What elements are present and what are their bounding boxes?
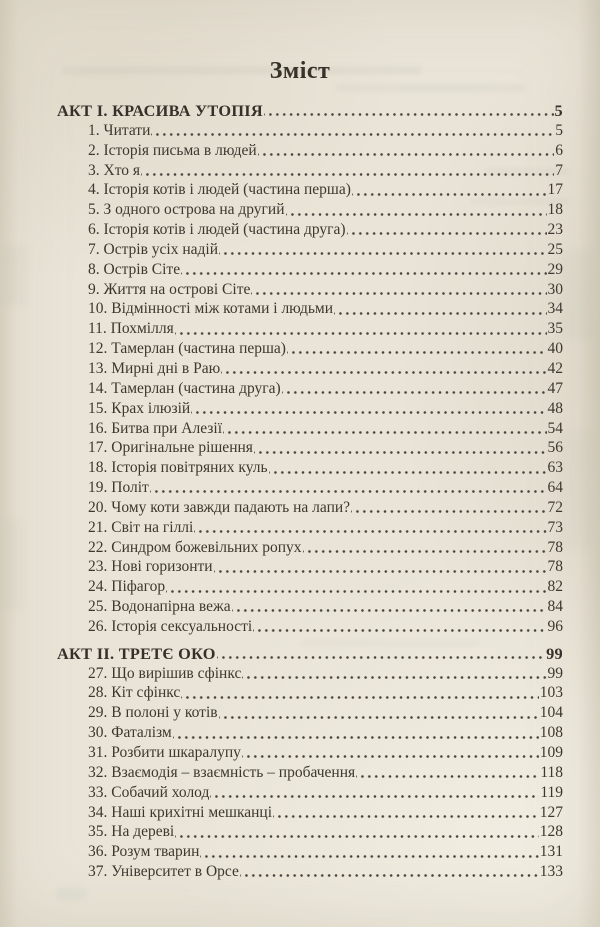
toc-entry-page: 84 <box>547 598 563 616</box>
toc-entry <box>57 822 563 842</box>
toc-entry-label: 12. Тамерлан (частина перша) <box>88 340 286 358</box>
toc-entry-label: 1. Читати <box>88 121 151 139</box>
dot-leader <box>173 723 539 743</box>
toc-entry-label: 28. Кіт сфінкс <box>88 684 181 702</box>
toc-entry <box>57 617 563 637</box>
dot-leader <box>200 842 538 862</box>
toc-entry-page: 99 <box>546 643 563 663</box>
toc-entry-label: 16. Битва при Алезії <box>88 419 223 437</box>
toc-entry <box>57 458 563 478</box>
toc-entry-page: 82 <box>547 578 563 596</box>
toc-entry <box>57 121 563 141</box>
toc-entry <box>57 723 563 743</box>
toc-entry-page: 18 <box>547 201 563 219</box>
toc-entry-page: 64 <box>547 479 563 497</box>
toc-entry-label: 21. Світ на гіллі <box>88 518 194 536</box>
toc-entry-page: 78 <box>547 538 563 556</box>
dot-leader <box>175 822 539 842</box>
toc-entry <box>57 683 563 703</box>
toc-entry-page: 7 <box>555 161 563 179</box>
dot-leader <box>253 617 546 637</box>
toc-entry-page: 78 <box>547 558 563 576</box>
toc-entry-page: 5 <box>554 101 563 120</box>
toc-entry-label: 5. З одного острова на другий <box>88 201 285 219</box>
toc-entry-label: 22. Синдром божевільних ропух <box>88 538 302 556</box>
toc-entry-label: 4. Історія котів і людей (частина перша) <box>88 181 351 199</box>
dot-leader <box>166 577 546 597</box>
toc-entry <box>57 280 563 300</box>
dot-leader <box>264 101 554 121</box>
toc-entry <box>57 319 563 339</box>
dot-leader <box>254 438 547 458</box>
toc-entry-label: 33. Собачий холод <box>88 783 210 801</box>
toc-entry-page: 109 <box>539 744 563 761</box>
dot-leader <box>181 260 546 280</box>
toc-entry-page: 47 <box>547 379 563 397</box>
toc-entry <box>57 644 563 664</box>
toc-entry-label: 11. Похмілля <box>88 320 174 338</box>
dot-leader <box>219 240 546 260</box>
toc-entry-label: 13. Мирні дні в Раю <box>88 359 221 377</box>
toc-entry <box>57 763 563 783</box>
dot-leader <box>151 121 554 141</box>
toc-entry-label: 17. Оригінальне рішення <box>88 439 253 457</box>
toc-entry-label: 3. Хто я <box>88 161 141 179</box>
toc-entry-page: 54 <box>547 419 563 437</box>
toc-entry <box>57 783 563 803</box>
dot-leader <box>175 319 547 339</box>
toc-entry-page: 118 <box>540 763 563 781</box>
toc-entry-label: АКТ ІІ. ТРЕТЄ ОКО <box>57 643 216 663</box>
toc-entry <box>57 101 563 121</box>
toc-entry-label: 24. Піфагор <box>88 578 166 596</box>
dot-leader <box>191 399 546 419</box>
toc-entry <box>57 260 563 280</box>
toc-entry-page: 29 <box>547 260 563 278</box>
toc-entry-label: 29. В полоні у котів <box>88 704 218 722</box>
toc-entry-page: 30 <box>547 280 563 298</box>
toc-entry-label: 34. Наші крихітні мешканці <box>88 803 273 821</box>
toc-entry-page: 131 <box>539 843 563 861</box>
toc-entry-label: АКТ І. КРАСИВА УТОПІЯ <box>57 101 263 120</box>
toc-entry-label: 27. Що вирішив сфінкс <box>88 664 242 682</box>
dot-leader <box>214 557 547 577</box>
toc-entry-label: 8. Острів Сіте <box>88 260 181 278</box>
toc-entry-label: 35. На дереві <box>88 823 175 841</box>
dot-leader <box>347 220 547 240</box>
dot-leader <box>150 478 547 498</box>
toc-entry <box>57 141 563 161</box>
dot-leader <box>273 803 539 823</box>
toc-entry-page: 133 <box>539 863 563 881</box>
dot-leader <box>269 458 547 478</box>
toc-entry <box>57 803 563 823</box>
toc-entry <box>57 220 563 240</box>
dot-leader <box>286 200 547 220</box>
dot-leader <box>232 597 547 617</box>
toc-entry-label: 15. Крах ілюзій <box>88 399 191 417</box>
toc-entry-label: 18. Історія повітряних куль <box>88 459 268 477</box>
toc-entry-label: 6. Історія котів і людей (частина друга) <box>88 221 346 239</box>
toc-entry-page: 103 <box>539 684 563 702</box>
dot-leader <box>223 419 546 439</box>
toc-entry-label: 36. Розум тварин <box>88 843 200 861</box>
toc-entry-page: 73 <box>547 518 563 536</box>
toc-entry-page: 48 <box>547 399 563 417</box>
toc-entry-page: 35 <box>547 320 563 338</box>
toc-entry-label: 26. Історія сексуальності <box>88 617 253 635</box>
toc-entry <box>57 359 563 379</box>
toc-entry-page: 23 <box>547 221 563 239</box>
toc-entry-label: 7. Острів усіх надій <box>88 240 219 258</box>
toc-entry <box>57 399 563 419</box>
toc-entry <box>57 161 563 181</box>
dot-leader <box>141 161 554 181</box>
toc-entry-page: 5 <box>555 121 563 139</box>
toc-entry-page: 17 <box>547 181 563 199</box>
toc-entry <box>57 438 563 458</box>
dot-leader <box>303 538 547 558</box>
toc-entry <box>57 842 563 862</box>
toc-entry-page: 127 <box>539 803 563 821</box>
toc-entry-label: 23. Нові горизонти <box>88 558 213 576</box>
toc-entry-label: 30. Фаталізм <box>88 724 172 742</box>
dot-leader <box>282 379 547 399</box>
bleed-through-artifact <box>56 888 86 900</box>
toc-entry-page: 34 <box>547 300 563 318</box>
toc-entry-page: 119 <box>540 783 563 801</box>
dot-leader <box>351 498 546 518</box>
toc-entry-page: 42 <box>547 359 563 377</box>
toc-entry-page: 56 <box>547 439 563 457</box>
dot-leader <box>242 743 539 763</box>
toc-entry <box>57 240 563 260</box>
dot-leader <box>194 518 546 538</box>
toc-entry-page: 96 <box>547 617 563 635</box>
toc-entry <box>57 379 563 399</box>
toc-entry <box>57 743 563 763</box>
toc-entry-page: 40 <box>547 340 563 358</box>
dot-leader <box>287 339 547 359</box>
toc-entry <box>57 518 563 538</box>
toc-entry <box>57 862 563 882</box>
dot-leader <box>251 280 546 300</box>
toc-entry-page: 6 <box>555 141 563 159</box>
toc-entry <box>57 664 563 684</box>
dot-leader <box>221 359 546 379</box>
toc-entry <box>57 478 563 498</box>
toc-entry-label: 10. Відмінності між котами і людьми <box>88 300 334 318</box>
toc-entry-page: 99 <box>547 664 563 682</box>
toc-list <box>0 101 600 882</box>
toc-entry-page: 25 <box>547 240 563 258</box>
dot-leader <box>210 783 539 803</box>
toc-entry-page: 72 <box>547 498 563 516</box>
toc-entry-page: 104 <box>539 704 563 722</box>
dot-leader <box>258 141 555 161</box>
toc-entry-label: 32. Взаємодія – взаємність – пробачення <box>88 763 356 781</box>
toc-entry-label: 20. Чому коти завжди падають на лапи? <box>88 498 351 516</box>
toc-entry-label: 25. Водонапірна вежа <box>88 598 231 616</box>
dot-leader <box>242 664 546 684</box>
dot-leader <box>217 644 545 664</box>
dot-leader <box>219 703 539 723</box>
dot-leader <box>356 763 539 783</box>
toc-entry <box>57 557 563 577</box>
page-title: Зміст <box>269 58 331 84</box>
toc-entry-label: 31. Розбити шкаралупу <box>88 744 241 761</box>
dot-leader <box>240 862 539 882</box>
toc-entry <box>57 577 563 597</box>
toc-entry-label: 37. Університет в Орсе <box>88 863 239 881</box>
toc-entry-page: 108 <box>539 724 563 742</box>
dot-leader <box>181 683 538 703</box>
toc-entry <box>57 339 563 359</box>
toc-entry <box>57 597 563 617</box>
toc-entry-label: 9. Життя на острові Сіте <box>88 280 251 298</box>
toc-entry-label: 14. Тамерлан (частина друга) <box>88 379 281 397</box>
toc-entry-page: 63 <box>547 459 563 477</box>
toc-entry-label: 19. Політ <box>88 479 149 497</box>
toc-entry-label: 2. Історія письма в людей <box>88 141 257 159</box>
toc-entry <box>57 538 563 558</box>
dot-leader <box>334 299 546 319</box>
toc-entry <box>57 299 563 319</box>
toc-entry <box>57 180 563 200</box>
toc-entry <box>57 419 563 439</box>
dot-leader <box>352 180 547 200</box>
toc-entry <box>57 200 563 220</box>
toc-entry <box>57 703 563 723</box>
toc-entry-page: 128 <box>539 823 563 841</box>
toc-entry <box>57 498 563 518</box>
